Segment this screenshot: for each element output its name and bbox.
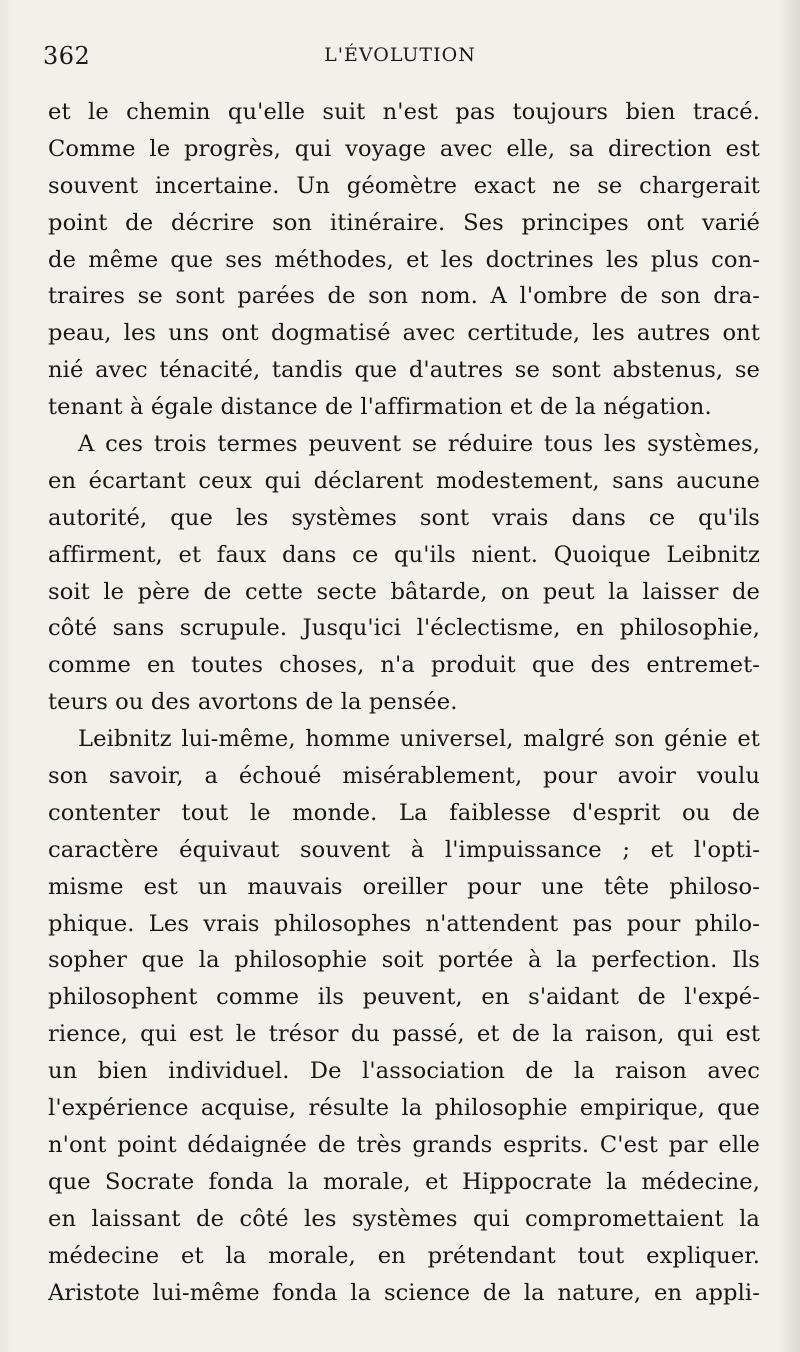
paragraph [48,94,760,426]
text-line: rience, qui est le trésor du passé, et de la raison, qui est [48,1021,760,1048]
text-line: traires se sont parées de son nom. A l'ombre de son dra- [48,283,760,310]
text-line: l'expérience acquise, résulte la philosophie empirique, que [48,1095,760,1122]
text-line: médecine et la morale, en prétendant tout expliquer. [48,1242,760,1269]
text-line: côté sans scrupule. Jusqu'ici l'éclectisme, en philosophie, [48,615,760,642]
text-line: souvent incertaine. Un géomètre exact ne se chargerait [48,172,760,199]
text-line: Comme le progrès, qui voyage avec elle, sa direction est [48,135,760,162]
text-line: en laissant de côté les systèmes qui compromettaient la [48,1205,760,1232]
text-line: son savoir, a échoué misérablement, pour avoir voulu [48,763,760,790]
text-line: que Socrate fonda la morale, et Hippocrate la médecine, [48,1168,760,1195]
text-line: peau, les uns ont dogmatisé avec certitude, les autres ont [48,320,760,347]
text-line: soit le père de cette secte bâtarde, on peut la laisser de [48,578,760,605]
text-line: affirment, et faux dans ce qu'ils nient. Quoique Leibnitz [48,541,760,568]
text-line: autorité, que les systèmes sont vrais dans ce qu'ils [48,504,760,531]
text-line: phique. Les vrais philosophes n'attendent pas pour philo- [48,910,760,937]
text-line: sopher que la philosophie soit portée à la perfection. Ils [48,947,760,974]
text-line: n'ont point dédaignée de très grands esprits. C'est par elle [48,1131,760,1158]
text-line: teurs ou des avortons de la pensée. [48,689,458,716]
paragraph [48,721,760,1311]
paragraph [48,426,760,721]
text-line: de même que ses méthodes, et les doctrines les plus con- [48,246,760,273]
text-line: point de décrire son itinéraire. Ses principes ont varié [48,209,760,236]
page-header [40,42,760,76]
text-line: A ces trois termes peuvent se réduire tous les systèmes, [78,431,760,458]
running-head: L'ÉVOLUTION [324,44,476,66]
text-line: misme est un mauvais oreiller pour une tête philoso- [48,873,760,900]
text-line: nié avec ténacité, tandis que d'autres se sont abstenus, se [48,357,760,384]
text-line: tenant à égale distance de l'affirmation et de la négation. [48,394,712,421]
text-line: Aristote lui-même fonda la science de la nature, en appli- [48,1279,760,1306]
text-line: contenter tout le monde. La faiblesse d'esprit ou de [48,799,760,826]
text-line: et le chemin qu'elle suit n'est pas toujours bien tracé. [48,99,760,125]
text-line: philosophent comme ils peuvent, en s'aidant de l'expé- [48,984,760,1011]
text-line: en écartant ceux qui déclarent modestement, sans aucune [48,467,760,494]
page-number: 362 [43,42,91,70]
body-text [48,94,760,1311]
text-line: un bien individuel. De l'association de la raison avec [48,1058,760,1085]
text-line: caractère équivaut souvent à l'impuissance ; et l'opti- [48,836,760,863]
text-line: comme en toutes choses, n'a produit que des entremet- [48,652,760,679]
text-line: Leibnitz lui-même, homme universel, malgré son génie et [78,726,760,753]
